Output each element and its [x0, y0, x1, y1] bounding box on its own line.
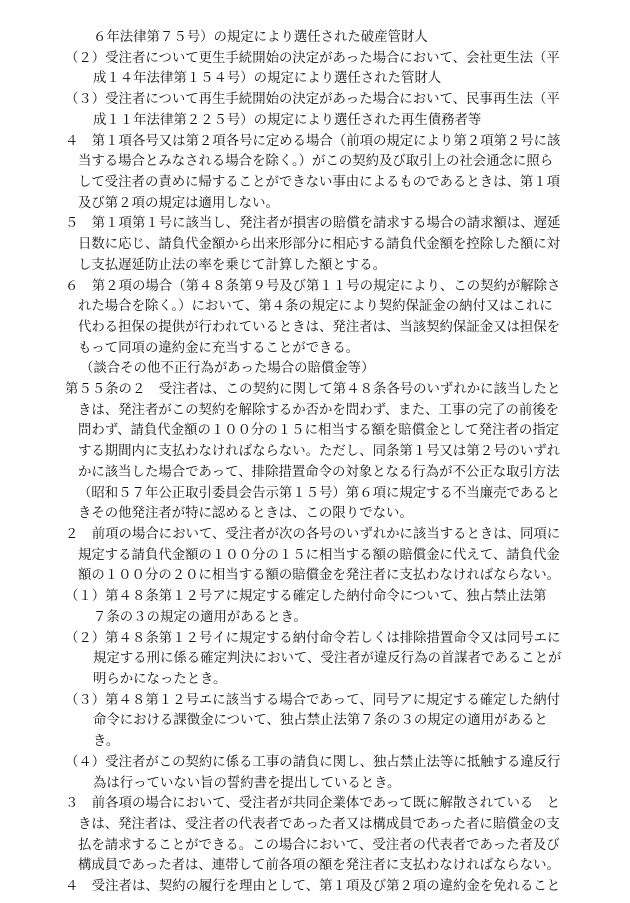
text-line: 代わる担保の提供が行われているときは、発注者は、当該契約保証金又は担保を [78, 319, 561, 335]
text-line: 為は行っていない旨の誓約書を提出しているとき。 [93, 775, 401, 791]
text-line: して受注者の責めに帰することができない事由によるものであるときは、第１項 [78, 175, 561, 190]
text-line: （２）受注者について更生手続開始の決定があった場合において、会社更生法（平 [65, 50, 560, 66]
text-line: ２ 前項の場合において、受注者が次の各号のいずれかに該当するときは、同項に [65, 527, 561, 542]
text-line: れた場合を除く。）において、第４条の規定により契約保証金の納付又はこれに [78, 299, 553, 315]
text-line: ６ 第２項の場合（第４８条第９号及び第１１号の規定により、この契約が解除さ [65, 278, 561, 294]
text-line: 成１１年法律第２２５号）の規定により選任された再生債務者等 [93, 112, 482, 128]
text-line: （１）第４８条第１２号アに規定する確定した納付命令について、独占禁止法第 [65, 589, 547, 605]
text-line: きは、発注者がこの契約を解除するか否かを問わず、また、工事の完了の前後を [78, 402, 559, 418]
text-line: ４ 受注者は、契約の履行を理由として、第１項及び第２項の違約金を免れること [65, 879, 561, 894]
text-line: する期間内に支払わなければならない。ただし、同条第１号又は第２号のいずれ [78, 444, 561, 460]
text-line: かに該当した場合であって、排除措置命令の対象となる行為が不公正な取引方法 [78, 464, 560, 480]
text-line: し支払遅延防止法の率を乗じて計算した額とする。 [78, 257, 386, 273]
text-line: 規定する請負代金額の１００分の１５に相当する額の賠償金に代えて、請負代金 [78, 547, 560, 563]
text-line: ５ 第１項第１号に該当し、発注者が損害の賠償を請求する場合の請求額は、遅延 [65, 216, 561, 232]
text-line: （昭和５７年公正取引委員会告示第１５号）第６項に規定する不当廉売であると [78, 485, 561, 501]
text-line: 構成員であった者は、連帯して前各項の額を発注者に支払わなければならない。 [78, 858, 560, 874]
text-line: 問わず、請負代金額の１００分の１５に相当する額を賠償金として発注者の指定 [78, 423, 559, 439]
text-line: 明らかになったとき。 [93, 671, 227, 687]
text-line: （２）第４８条第１２号イに規定する納付命令若しくは排除措置命令又は同号エに [65, 630, 561, 646]
text-line: 命令における課徴金について、独占禁止法第７条の３の規定の適用があると [93, 713, 548, 729]
section-heading: （談合その他不正行為があった場合の賠償金等） [80, 361, 375, 377]
text-line: （３）受注者について再生手続開始の決定があった場合において、民事再生法（平 [65, 92, 560, 108]
text-line: 成１４年法律第１５４号）の規定により選任された管財人 [93, 71, 442, 87]
text-line: ７条の３の規定の適用があるとき。 [93, 609, 307, 625]
text-line: 額の１００分の２０に相当する額の賠償金を発注者に支払わなければならない。 [78, 568, 561, 584]
text-line: ４ 第１項各号又は第２項各号に定める場合（前項の規定により第２項第２号に該 [65, 133, 561, 149]
text-line: きは、発注者は、受注者の代表者であった者又は構成員であった者に賠償金の支 [78, 816, 560, 832]
text-line: き。 [93, 734, 120, 749]
text-line: 及び第２項の規定は適用しない。 [78, 195, 279, 211]
text-line: 規定する刑に係る確定判決において、受注者が違反行為の首謀者であることが [93, 651, 562, 667]
text-line: ３ 前各項の場合において、受注者が共同企業体であって既に解散されている と [65, 796, 561, 812]
text-line: 日数に応じ、請負代金額から出来形部分に相応する請負代金額を控除した額に対 [78, 237, 561, 253]
text-line: 当する場合とみなされる場合を除く。）がこの契約及び取引上の社会通念に照ら [78, 154, 554, 170]
text-line: もって同項の違約金に充当することができる。 [78, 340, 360, 356]
text-line: ６年法律第７５号）の規定により選任された破産管財人 [93, 30, 428, 45]
text-line: 第５５条の２ 受注者は、この契約に関して第４８条各号のいずれかに該当したと [65, 382, 561, 397]
text-line: （３）第４８第１２号エに該当する場合であって、同号アに規定する確定した納付 [65, 692, 561, 708]
text-line: （４）受注者がこの契約に係る工事の請負に関し、独占禁止法等に抵触する違反行 [65, 754, 561, 770]
text-line: きその他発注者が特に認めるときは、この限りでない。 [78, 506, 413, 522]
text-line: 払を請求することができる。この場合において、受注者の代表者であった者及び [78, 837, 560, 853]
